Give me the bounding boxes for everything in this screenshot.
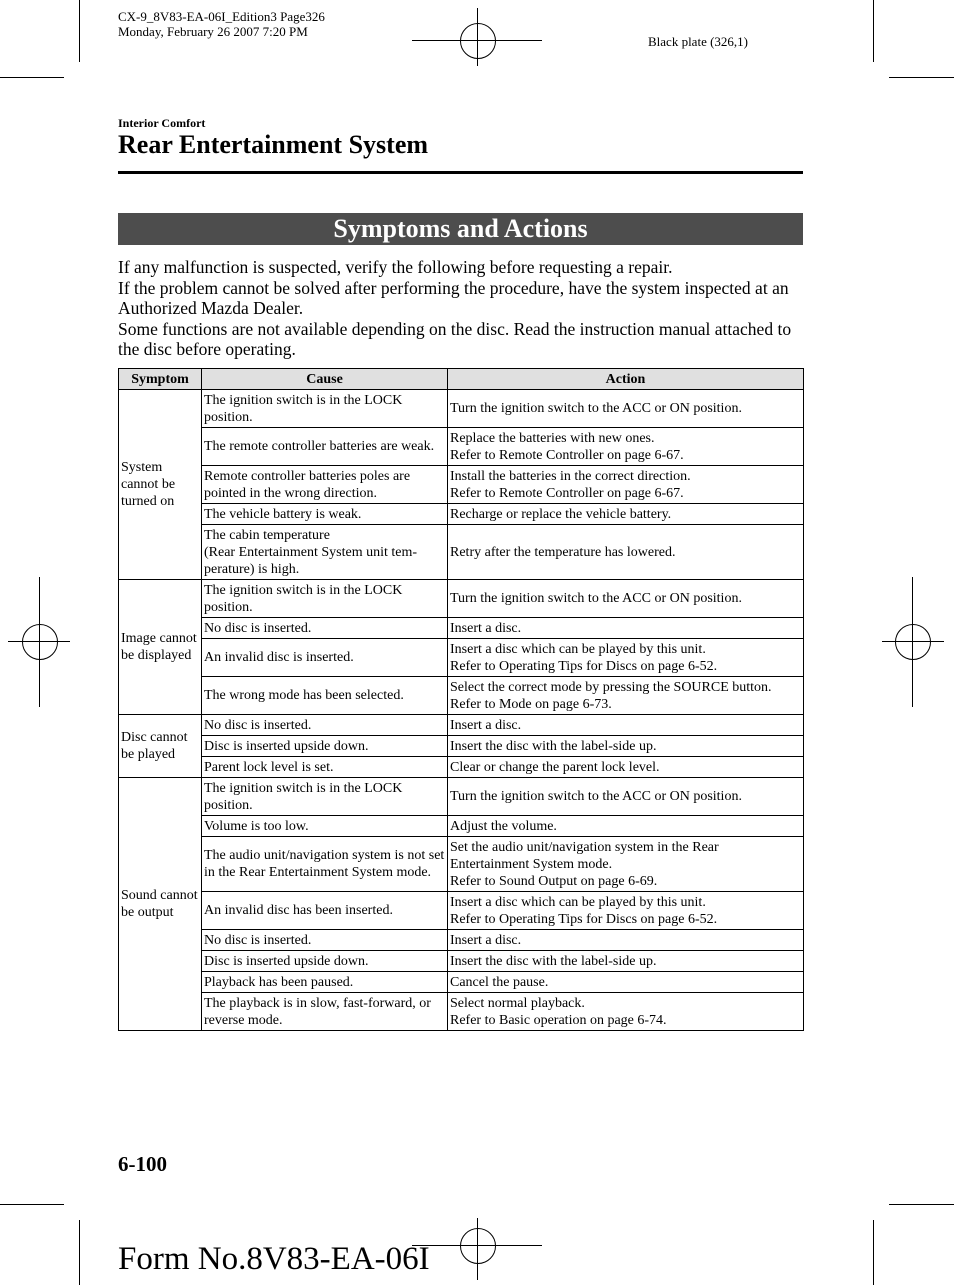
table-row [119, 504, 804, 525]
symptom-column-header: Symptom [119, 369, 202, 390]
intro-paragraph: Some functions are not available depending on the disc. Read the instruction manual attached to the disc before operating. [118, 318, 792, 360]
action-cell: Clear or change the parent lock level. [448, 757, 804, 778]
page-title: Rear Entertainment System [118, 130, 429, 159]
section-label: Interior Comfort [118, 116, 206, 130]
table-row [119, 837, 804, 892]
title-divider [118, 171, 803, 174]
table-row [119, 390, 804, 428]
table-row [119, 677, 804, 715]
table-row [119, 930, 804, 951]
page-number: 6-100 [118, 1152, 167, 1176]
table-row [119, 618, 804, 639]
table-row [119, 525, 804, 580]
symptom-cell: Disc cannot be played [119, 715, 202, 778]
action-cell: Select the correct mode by pressing the SOURCE button. Refer to Mode on page 6-73. [448, 677, 804, 715]
cause-cell: The ignition switch is in the LOCK position. [202, 778, 448, 816]
cause-cell: The remote controller batteries are weak. [202, 428, 448, 466]
action-cell: Replace the batteries with new ones. Refer to Remote Controller on page 6-67. [448, 428, 804, 466]
crop-mark [0, 77, 64, 78]
action-cell: Insert the disc with the label-side up. [448, 736, 804, 757]
cause-cell: The audio unit/navigation system is not set in the Rear Entertainment System mode. [202, 837, 448, 892]
form-number: Form No.8V83-EA-06I [118, 1241, 430, 1277]
cause-cell: The playback is in slow, fast-forward, or reverse mode. [202, 993, 448, 1031]
table-row [119, 816, 804, 837]
crop-mark [889, 77, 954, 78]
table-row [119, 892, 804, 930]
cause-cell: The wrong mode has been selected. [202, 677, 448, 715]
cause-cell: The ignition switch is in the LOCK position. [202, 390, 448, 428]
table-row [119, 428, 804, 466]
cause-cell: The vehicle battery is weak. [202, 504, 448, 525]
table-row [119, 715, 804, 736]
crop-mark [873, 1220, 874, 1285]
registration-mark [460, 23, 496, 59]
plate-label: Black plate (326,1) [648, 34, 748, 49]
cause-column-header: Cause [202, 369, 448, 390]
action-cell: Cancel the pause. [448, 972, 804, 993]
cause-cell: The cabin temperature (Rear Entertainment System unit tem-perature) is high. [202, 525, 448, 580]
cause-cell: The ignition switch is in the LOCK position. [202, 580, 448, 618]
section-banner: Symptoms and Actions [118, 213, 803, 245]
action-cell: Adjust the volume. [448, 816, 804, 837]
cause-cell: An invalid disc is inserted. [202, 639, 448, 677]
intro-paragraph: If the problem cannot be solved after performing the procedure, have the system inspected at an Authorized Mazda Dealer. [118, 277, 789, 319]
cause-cell: Parent lock level is set. [202, 757, 448, 778]
cause-cell: Remote controller batteries poles are pointed in the wrong direction. [202, 466, 448, 504]
symptom-cell: Image cannot be displayed [119, 580, 202, 715]
cause-cell: No disc is inserted. [202, 618, 448, 639]
intro-text [118, 257, 808, 360]
action-cell: Turn the ignition switch to the ACC or ON position. [448, 580, 804, 618]
crop-mark [889, 1204, 954, 1205]
table-row [119, 951, 804, 972]
registration-mark [895, 624, 931, 660]
action-cell: Install the batteries in the correct direction. Refer to Remote Controller on page 6-67. [448, 466, 804, 504]
action-cell: Turn the ignition switch to the ACC or ON position. [448, 390, 804, 428]
intro-paragraph: If any malfunction is suspected, verify the following before requesting a repair. [118, 257, 673, 277]
action-cell: Insert a disc which can be played by this unit. Refer to Operating Tips for Discs on page 6-52. [448, 892, 804, 930]
table-row [119, 639, 804, 677]
action-cell: Insert a disc. [448, 618, 804, 639]
action-cell: Insert a disc which can be played by this unit. Refer to Operating Tips for Discs on page 6-52. [448, 639, 804, 677]
action-cell: Insert a disc. [448, 930, 804, 951]
action-column-header: Action [448, 369, 804, 390]
crop-mark [79, 0, 80, 62]
table-row [119, 993, 804, 1031]
symptom-cell: System cannot be turned on [119, 390, 202, 580]
action-cell: Retry after the temperature has lowered. [448, 525, 804, 580]
print-job-header [118, 9, 325, 39]
cause-cell: Volume is too low. [202, 816, 448, 837]
table-row [119, 972, 804, 993]
registration-mark [460, 1228, 496, 1264]
action-cell: Recharge or replace the vehicle battery. [448, 504, 804, 525]
cause-cell: Disc is inserted upside down. [202, 736, 448, 757]
symptom-cell: Sound cannot be output [119, 778, 202, 1031]
table-row [119, 778, 804, 816]
cause-cell: Disc is inserted upside down. [202, 951, 448, 972]
table-row [119, 757, 804, 778]
cause-cell: An invalid disc has been inserted. [202, 892, 448, 930]
cause-cell: No disc is inserted. [202, 930, 448, 951]
action-cell: Insert the disc with the label-side up. [448, 951, 804, 972]
action-cell: Turn the ignition switch to the ACC or ON position. [448, 778, 804, 816]
crop-mark [873, 0, 874, 62]
crop-mark [0, 1204, 64, 1205]
table-body [119, 390, 804, 1031]
table-row [119, 466, 804, 504]
action-cell: Select normal playback. Refer to Basic operation on page 6-74. [448, 993, 804, 1031]
cause-cell: Playback has been paused. [202, 972, 448, 993]
table-row [119, 736, 804, 757]
print-job-line: CX-9_8V83-EA-06I_Edition3 Page326 [118, 9, 325, 24]
table-header-row [119, 369, 804, 390]
action-cell: Insert a disc. [448, 715, 804, 736]
symptoms-table [118, 368, 804, 1031]
action-cell: Set the audio unit/navigation system in the Rear Entertainment System mode. Refer to Sound Output on page 6-69. [448, 837, 804, 892]
table-row [119, 580, 804, 618]
print-date-line: Monday, February 26 2007 7:20 PM [118, 24, 308, 39]
crop-mark [79, 1220, 80, 1285]
cause-cell: No disc is inserted. [202, 715, 448, 736]
registration-mark [22, 624, 58, 660]
